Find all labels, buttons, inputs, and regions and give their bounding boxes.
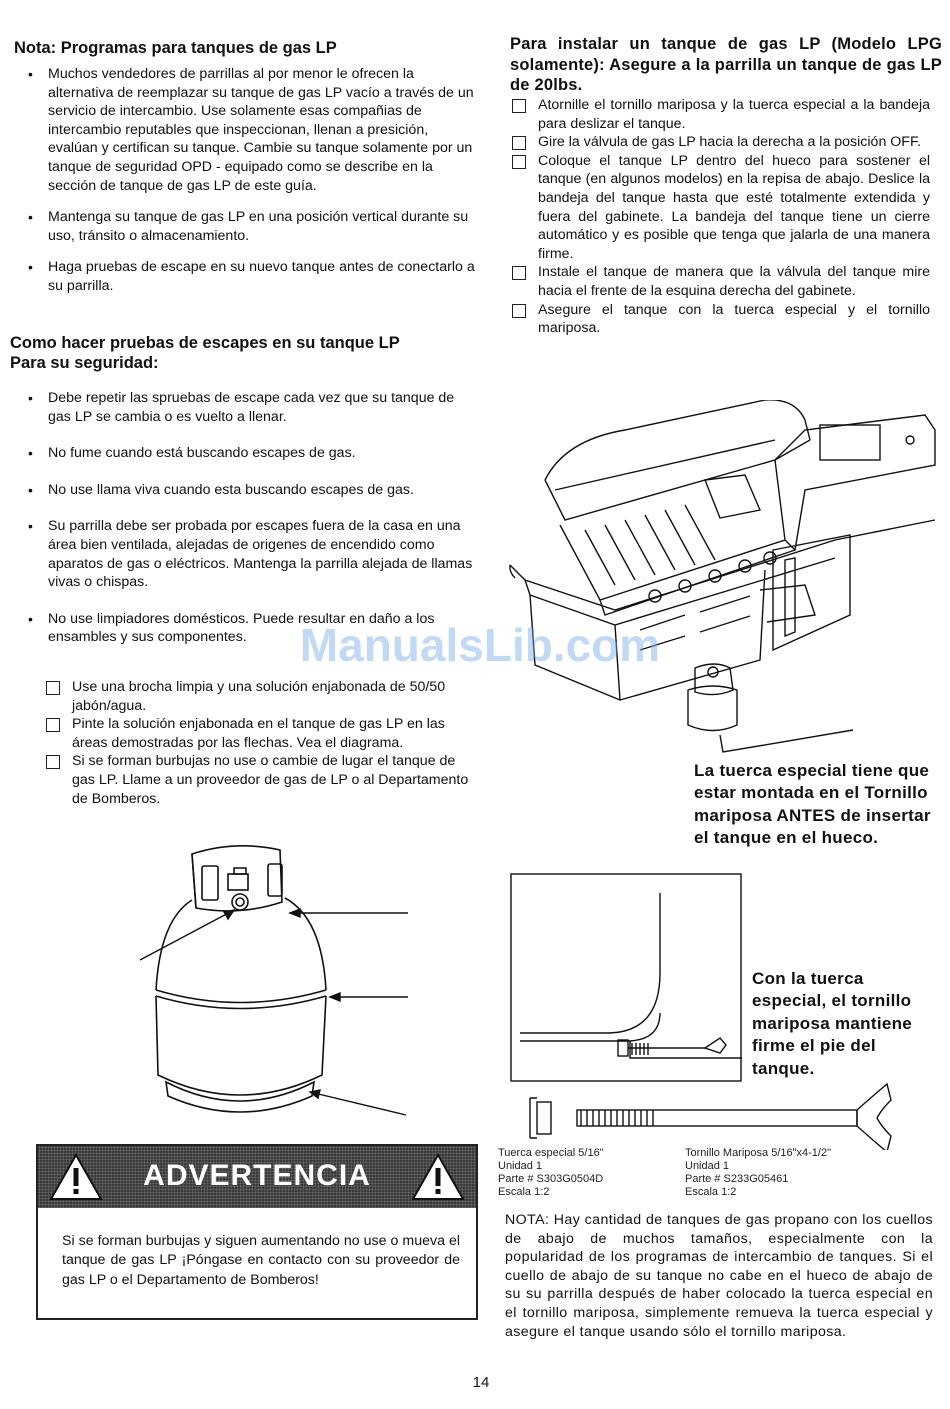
checklist-item: Use una brocha limpia y una solución enjabonada de 50/50 jabón/agua. [44,678,482,715]
part-spec-bolt [685,1147,905,1199]
checkbox-icon [512,155,526,169]
watermark: ManualsLib.com [299,619,661,671]
note-tank-sizes: NOTA: Hay cantidad de tanques de gas propano con los cuellos de abajo de muchos tamaños, especialmente con la popularidad de los programas de intercambio de tanques. Si el cuello de abajo de su tanque no cabe en el hueco de abajo de su su parrilla después de haber colocado la tuerca especial en el tornillo mariposa, simplemente remueva la tuerca especial y asegure el tanque usando sólo el tornillo mariposa. [505,1212,933,1340]
warning-text: Si se forman burbujas y siguen aumentando no use o mueva el tanque de gas LP ¡Póngase en contacto con su proveedor de gas LP o el Departamento de Bomberos! [62,1233,460,1288]
checkbox-icon [512,136,526,150]
checkbox-icon [46,681,60,695]
part-number: Parte # S233G05461 [685,1173,789,1185]
step-item: Instale el tanque de manera que la válvula del tanque mire hacia el frente de la esquina derecha del gabinete. [510,263,930,300]
part-scale: Escala 1:2 [685,1186,737,1198]
list-item: • No use limpiadores domésticos. Puede resultar en daño a los ensambles y sus componentes. [14,610,480,647]
bolt-detail-diagram [510,873,742,1083]
part-number: Parte # S303G0504D [498,1173,604,1185]
parts-drawing [525,1080,895,1150]
warning-banner [38,1146,476,1208]
caption-wing-bolt: Con la tuerca especial, el tornillo mariposa mantiene firme el pie del tanque. [752,969,913,1078]
list-item: • Debe repetir las spruebas de escape cada vez que su tanque de gas LP se cambia o es vuelto a llenar. [14,389,480,426]
checkbox-icon [46,755,60,769]
list-item: • Haga pruebas de escape en su nuevo tanque antes de conectarlo a su parrilla. [14,258,480,295]
part-spec-nut [498,1147,678,1199]
list-item: • No use llama viva cuando esta buscando escapes de gas. [14,481,480,500]
checkbox-icon [46,718,60,732]
lp-programs-list [14,65,480,309]
warning-box [36,1144,478,1320]
part-name: Tuerca especial 5/16" [498,1147,604,1159]
checkbox-icon [512,99,526,113]
step-item: Gire la válvula de gas LP hacia la derecha a la posición OFF. [510,133,930,152]
heading-install-tank: Para instalar un tanque de gas LP (Modelo LPG solamente): Asegure a la parrilla un tanque de gas LP de 20lbs. [510,35,942,95]
checklist-item: Si se forman burbujas no use o cambie de lugar el tanque de gas LP. Llame a un proveedor de gas de LP o al Departamento de Bomberos. [44,752,482,808]
checkbox-icon [512,266,526,280]
warning-title: ADVERTENCIA [143,1159,371,1192]
part-name: Tornillo Mariposa 5/16"x4-1/2" [685,1147,831,1159]
heading-leak-test [10,333,490,373]
list-item: • Su parrilla debe ser probada por escapes fuera de la casa en una área bien ventilada, alejadas de origenes de encendido como aparatos de gas o eléctricos. Mantenga la parrilla alejada de llamas vivas o chispas. [14,517,480,591]
heading-leak-test-line1: Como hacer pruebas de escapes en su tanque LP [10,334,400,352]
step-item: Coloque el tanque LP dentro del hueco para sostener el tanque (en algunos modelos) en la repisa de abajo. Deslice la bandeja del tanque hasta que esté totalmente extendida y fuera del gabinete. La bandeja del tanque tiene un cierre automático y es posible que tenga que jalarla de una manera firme. [510,152,930,264]
lp-tank-illustration [130,840,430,1125]
heading-lp-programs: Nota: Programas para tanques de gas LP [14,39,337,57]
caption-special-nut: La tuerca especial tiene que estar montada en el Tornillo mariposa ANTES de insertar el tanque en el hueco. [694,761,931,848]
heading-leak-test-line2: Para su seguridad: [10,354,159,372]
leak-test-checklist [44,678,482,808]
checkbox-icon [512,304,526,318]
checklist-item: Pinte la solución enjabonada en el tanque de gas LP en las áreas demostradas por las flechas. Vea el diagrama. [44,715,482,752]
step-item: Atornille el tornillo mariposa y la tuerca especial a la bandeja para deslizar el tanque. [510,96,930,133]
grill-illustration [505,400,945,760]
list-item: • Mantenga su tanque de gas LP en una posición vertical durante su uso, tránsito o almacenamiento. [14,208,480,245]
page-number: 14 [472,1374,490,1391]
part-unit: Unidad 1 [685,1160,730,1172]
list-item: • Muchos vendedores de parrillas al por menor le ofrecen la alternativa de reemplazar su tanque de gas LP vacío a través de un servicio de intercambio. Use solamente esas compañias de intercambio reputables que inspeccionan, llenan a presición, evalúan y certifican su tanque. Cambie su tanque solamente por un tanque de seguridad OPD - equipado como se describe en la sección de tanque de gas LP de este guía. [14,65,480,195]
part-unit: Unidad 1 [498,1160,543,1172]
install-steps [510,96,930,338]
step-item: Asegure el tanque con la tuerca especial y el tornillo mariposa. [510,301,930,338]
part-scale: Escala 1:2 [498,1186,550,1198]
warning-triangle-icon [48,1152,104,1202]
list-item: • No fume cuando está buscando escapes de gas. [14,444,480,463]
warning-triangle-icon [410,1152,466,1202]
